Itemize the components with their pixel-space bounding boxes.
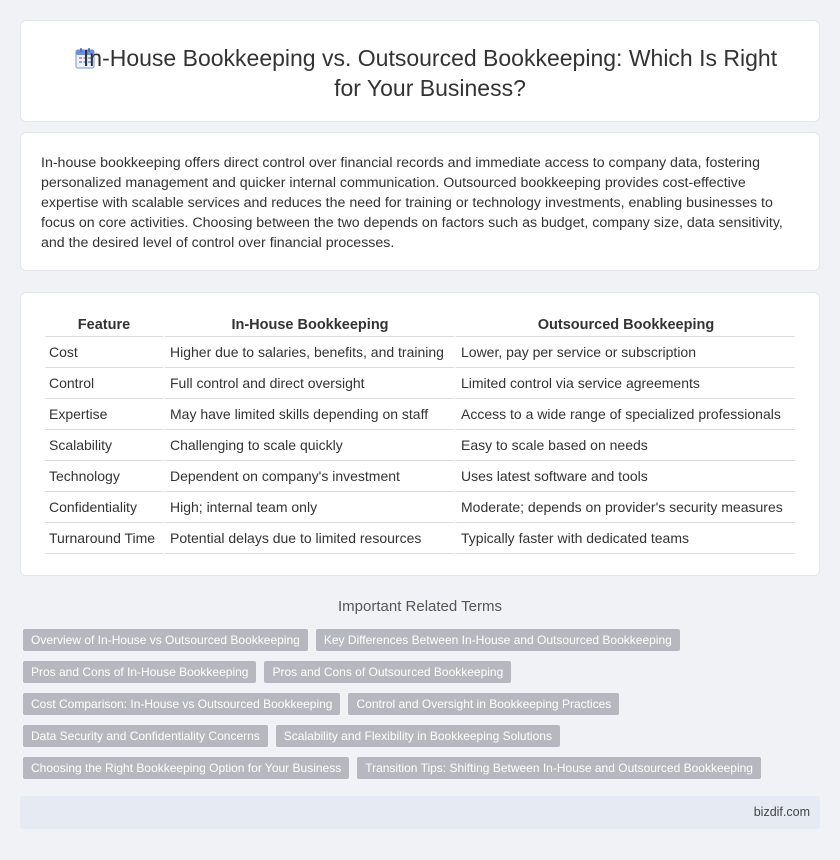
in-house-cell: Higher due to salaries, benefits, and training [163, 337, 454, 368]
related-term-tag[interactable]: Control and Oversight in Bookkeeping Practices [348, 693, 619, 715]
table-header-row [45, 311, 795, 337]
header-in-house: In-House Bookkeeping [163, 311, 454, 337]
feature-cell: Technology [45, 461, 163, 492]
related-term-tag[interactable]: Key Differences Between In-House and Outsourced Bookkeeping [316, 629, 680, 651]
outsourced-cell: Access to a wide range of specialized professionals [454, 399, 795, 430]
intro-card [20, 132, 820, 271]
footer-bar [20, 796, 820, 829]
in-house-cell: Challenging to scale quickly [163, 430, 454, 461]
feature-cell: Control [45, 368, 163, 399]
related-term-tag[interactable]: Transition Tips: Shifting Between In-House and Outsourced Bookkeeping [357, 757, 761, 779]
table-row [45, 461, 795, 492]
table-row [45, 368, 795, 399]
outsourced-cell: Limited control via service agreements [454, 368, 795, 399]
outsourced-cell: Typically faster with dedicated teams [454, 523, 795, 554]
table-row [45, 399, 795, 430]
table-row [45, 430, 795, 461]
feature-cell: Confidentiality [45, 492, 163, 523]
related-terms-title: Important Related Terms [338, 598, 502, 615]
intro-paragraph: In-house bookkeeping offers direct control over financial records and immediate access to company data, fostering personalized management and quicker internal communication. Outsourced bookkeeping provides cost-effective expertise with scalable services and reduces the need for training or technology investments, enabling businesses to focus on core activities. Choosing between the two depends on factors such as budget, company size, data sensitivity, and the desired level of control over financial processes. [41, 155, 783, 251]
site-name[interactable]: bizdif.com [753, 805, 810, 819]
feature-cell: Scalability [45, 430, 163, 461]
in-house-cell: Potential delays due to limited resources [163, 523, 454, 554]
related-term-tag[interactable]: Choosing the Right Bookkeeping Option for Your Business [23, 757, 349, 779]
header-card [20, 20, 820, 122]
in-house-cell: May have limited skills depending on staff [163, 399, 454, 430]
related-term-tag[interactable]: Pros and Cons of In-House Bookkeeping [23, 661, 256, 683]
table-row [45, 523, 795, 554]
header-feature: Feature [45, 311, 163, 337]
in-house-cell: Full control and direct oversight [163, 368, 454, 399]
related-term-tag[interactable]: Pros and Cons of Outsourced Bookkeeping [264, 661, 511, 683]
related-terms-list [23, 629, 803, 779]
outsourced-cell: Lower, pay per service or subscription [454, 337, 795, 368]
related-term-tag[interactable]: Cost Comparison: In-House vs Outsourced Bookkeeping [23, 693, 340, 715]
comparison-table [45, 311, 795, 554]
feature-cell: Cost [45, 337, 163, 368]
related-term-tag[interactable]: Scalability and Flexibility in Bookkeeping Solutions [276, 725, 560, 747]
outsourced-cell: Uses latest software and tools [454, 461, 795, 492]
feature-cell: Turnaround Time [45, 523, 163, 554]
outsourced-cell: Easy to scale based on needs [454, 430, 795, 461]
outsourced-cell: Moderate; depends on provider's security measures [454, 492, 795, 523]
feature-cell: Expertise [45, 399, 163, 430]
related-term-tag[interactable]: Data Security and Confidentiality Concerns [23, 725, 268, 747]
table-row [45, 337, 795, 368]
in-house-cell: Dependent on company's investment [163, 461, 454, 492]
in-house-cell: High; internal team only [163, 492, 454, 523]
comparison-card [20, 292, 820, 576]
page-title: In-House Bookkeeping vs. Outsourced Bookkeeping: Which Is Right for Your Business? [82, 45, 778, 101]
related-term-tag[interactable]: Overview of In-House vs Outsourced Bookkeeping [23, 629, 308, 651]
header-outsourced: Outsourced Bookkeeping [454, 311, 795, 337]
table-row [45, 492, 795, 523]
